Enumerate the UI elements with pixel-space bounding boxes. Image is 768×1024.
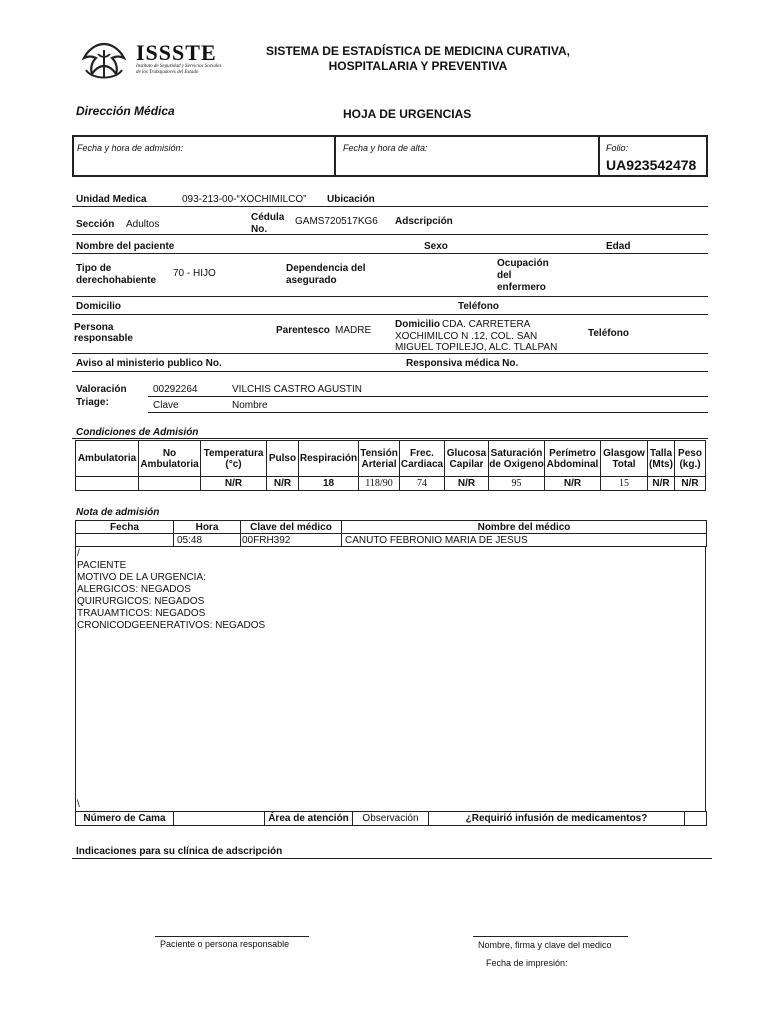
nota-title: Nota de admisión [76, 507, 160, 518]
paciente-signature-line [155, 936, 309, 937]
unidad-label: Unidad Medica [76, 194, 147, 205]
aviso-label: Aviso al ministerio publico No. [76, 358, 222, 369]
triage-label: Triage: [76, 397, 109, 408]
tipo-label-1: Tipo de [76, 263, 112, 274]
ocupacion-label-2: del [497, 270, 512, 281]
persona-label-2: responsable [74, 333, 133, 344]
nota-text-line-2: MOTIVO DE LA URGENCIA: [77, 572, 206, 583]
seccion-label: Sección [76, 219, 115, 230]
cond-value-respiracion: 18 [299, 477, 359, 491]
logo-subtext: Instituto de Seguridad y Servicios Sociales de los Trabajadores del Estado [136, 64, 222, 75]
valoracion-label: Valoración [76, 384, 127, 395]
fecha-admision-label: Fecha y hora de admisión: [77, 143, 184, 153]
ocupacion-label-1: Ocupación [497, 258, 549, 269]
cond-header-talla: Talla (Mts) [648, 441, 675, 477]
paciente-signature-label: Paciente o persona responsable [160, 939, 290, 949]
logo-text: ISSSTE [136, 40, 217, 65]
folio-value: UA923542478 [606, 157, 697, 173]
nota-header-hora: Hora [174, 521, 241, 534]
domicilio-label: Domicilio [76, 301, 122, 312]
cedula-label-2: No. [251, 224, 268, 235]
cond-value-saturacion: 95 [489, 477, 545, 491]
cedula-value: GAMS720517KG6 [295, 216, 378, 227]
medico-signature-label: Nombre, firma y clave del medico [478, 940, 612, 950]
nota-text-line-1: PACIENTE [77, 560, 127, 571]
cond-header-saturacion: Saturación de Oxigeno [489, 441, 545, 477]
cond-value-tension: 118/90 [359, 477, 400, 491]
domicilio2-line1: CDA. CARRETERA [442, 319, 531, 330]
cond-header-glucosa: Glucosa Capilar [445, 441, 489, 477]
cond-value-glucosa: N/R [445, 477, 489, 491]
clave-value: 00292264 [153, 384, 198, 395]
cond-value-peso: N/R [675, 477, 706, 491]
cama-value [174, 812, 265, 826]
cond-value-frecuencia: 74 [400, 477, 445, 491]
parentesco-value: MADRE [335, 325, 372, 336]
area-value: Observación [353, 812, 429, 826]
area-label: Área de atención [265, 812, 353, 826]
nota-text-line-4: QUIRURGICOS: NEGADOS [77, 596, 205, 607]
telefono2-label: Teléfono [588, 328, 629, 339]
nombre-value: VILCHIS CASTRO AGUSTIN [232, 384, 363, 395]
domicilio2-label: Domicilio [395, 319, 441, 330]
cond-header-no-ambulatoria: No Ambulatoria [139, 441, 201, 477]
system-title-line1: SISTEMA DE ESTADÍSTICA DE MEDICINA CURATIVA, [265, 44, 570, 58]
cond-value-perimetro: N/R [545, 477, 601, 491]
nota-text-line-3: ALERGICOS: NEGADOS [77, 584, 191, 595]
domicilio2-line2: XOCHIMILCO N .12, COL. SAN [395, 331, 538, 342]
nota-value-clave: 00FRH392 [241, 534, 342, 547]
system-title-line2: HOSPITALARIA Y PREVENTIVA [328, 59, 508, 73]
condiciones-title: Condiciones de Admisión [76, 427, 199, 438]
nota-value-fecha [76, 534, 174, 547]
dependencia-label-2: asegurado [286, 275, 337, 286]
issste-emblem-icon [78, 40, 130, 84]
seccion-value: Adultos [126, 219, 160, 230]
direccion-medica: Dirección Médica [76, 104, 175, 118]
domicilio2-line3: MIGUEL TOPILEJO, ALC. TLALPAN [395, 342, 558, 353]
clave-caption: Clave [153, 400, 179, 411]
cond-value-talla: N/R [648, 477, 675, 491]
cond-header-respiracion: Respiración [299, 441, 359, 477]
cond-value-ambulatoria [76, 477, 139, 491]
folio-label: Folio: [606, 143, 629, 153]
cedula-label-1: Cédula [251, 212, 285, 223]
hoja-title: HOJA DE URGENCIAS [343, 107, 472, 121]
cond-header-perimetro: Perímetro Abdominal [545, 441, 601, 477]
nota-text-line-6: CRONICODGEENERATIVOS: NEGADOS [77, 620, 266, 631]
edad-label: Edad [606, 241, 631, 252]
nota-text-line-0: / [77, 548, 80, 559]
persona-label-1: Persona [74, 322, 114, 333]
cond-header-ambulatoria: Ambulatoria [76, 441, 139, 477]
tipo-value: 70 - HIJO [173, 268, 216, 279]
sexo-label: Sexo [424, 241, 448, 252]
adscripcion-label: Adscripción [395, 216, 453, 227]
nota-end-mark: \ [77, 799, 80, 810]
unidad-value: 093-213-00-“XOCHIMILCO” [182, 194, 307, 205]
bottom-row-table [75, 811, 707, 826]
nombre-paciente-label: Nombre del paciente [76, 241, 175, 252]
medico-signature-line [473, 936, 628, 937]
cond-header-temperatura: Temperatura (°c) [201, 441, 267, 477]
infusion-value [685, 812, 707, 826]
infusion-label: ¿Requirió infusión de medicamentos? [429, 812, 685, 826]
nombre-caption: Nombre [232, 400, 268, 411]
cond-header-frecuencia: Frec. Cardiaca [400, 441, 445, 477]
nota-header-nombre: Nombre del médico [342, 521, 707, 534]
conditions-table [75, 440, 706, 491]
cond-value-temperatura: N/R [201, 477, 267, 491]
ubicacion-label: Ubicación [327, 194, 375, 205]
fecha-impresion-label: Fecha de impresión: [486, 958, 568, 968]
cond-header-pulso: Pulso [267, 441, 299, 477]
dependencia-label-1: Dependencia del [286, 263, 366, 274]
cond-value-pulso: N/R [267, 477, 299, 491]
issste-logo [78, 40, 228, 86]
cama-label: Número de Cama [76, 812, 174, 826]
tipo-label-2: derechohabiente [76, 275, 157, 286]
cond-value-glasgow: 15 [601, 477, 648, 491]
indicaciones-label: Indicaciones para su clínica de adscripción [76, 846, 283, 857]
responsiva-label: Responsiva médica No. [406, 358, 519, 369]
parentesco-label: Parentesco [276, 325, 330, 336]
nota-header-clave: Clave del médico [241, 521, 342, 534]
nota-text-line-5: TRAUAMTICOS: NEGADOS [77, 608, 206, 619]
nota-table [75, 520, 707, 547]
telefono-label: Teléfono [458, 301, 499, 312]
cond-value-no-ambulatoria [139, 477, 201, 491]
nota-header-fecha: Fecha [76, 521, 174, 534]
nota-value-nombre: CANUTO FEBRONIO MARIA DE JESUS [342, 534, 707, 547]
nota-value-hora: 05:48 [174, 534, 241, 547]
cond-header-tension: Tensión Arterial [359, 441, 400, 477]
fecha-alta-label: Fecha y hora de alta: [343, 143, 428, 153]
cond-header-peso: Peso (kg.) [675, 441, 706, 477]
ocupacion-label-3: enfermero [497, 282, 546, 293]
cond-header-glasgow: Glasgow Total [601, 441, 648, 477]
